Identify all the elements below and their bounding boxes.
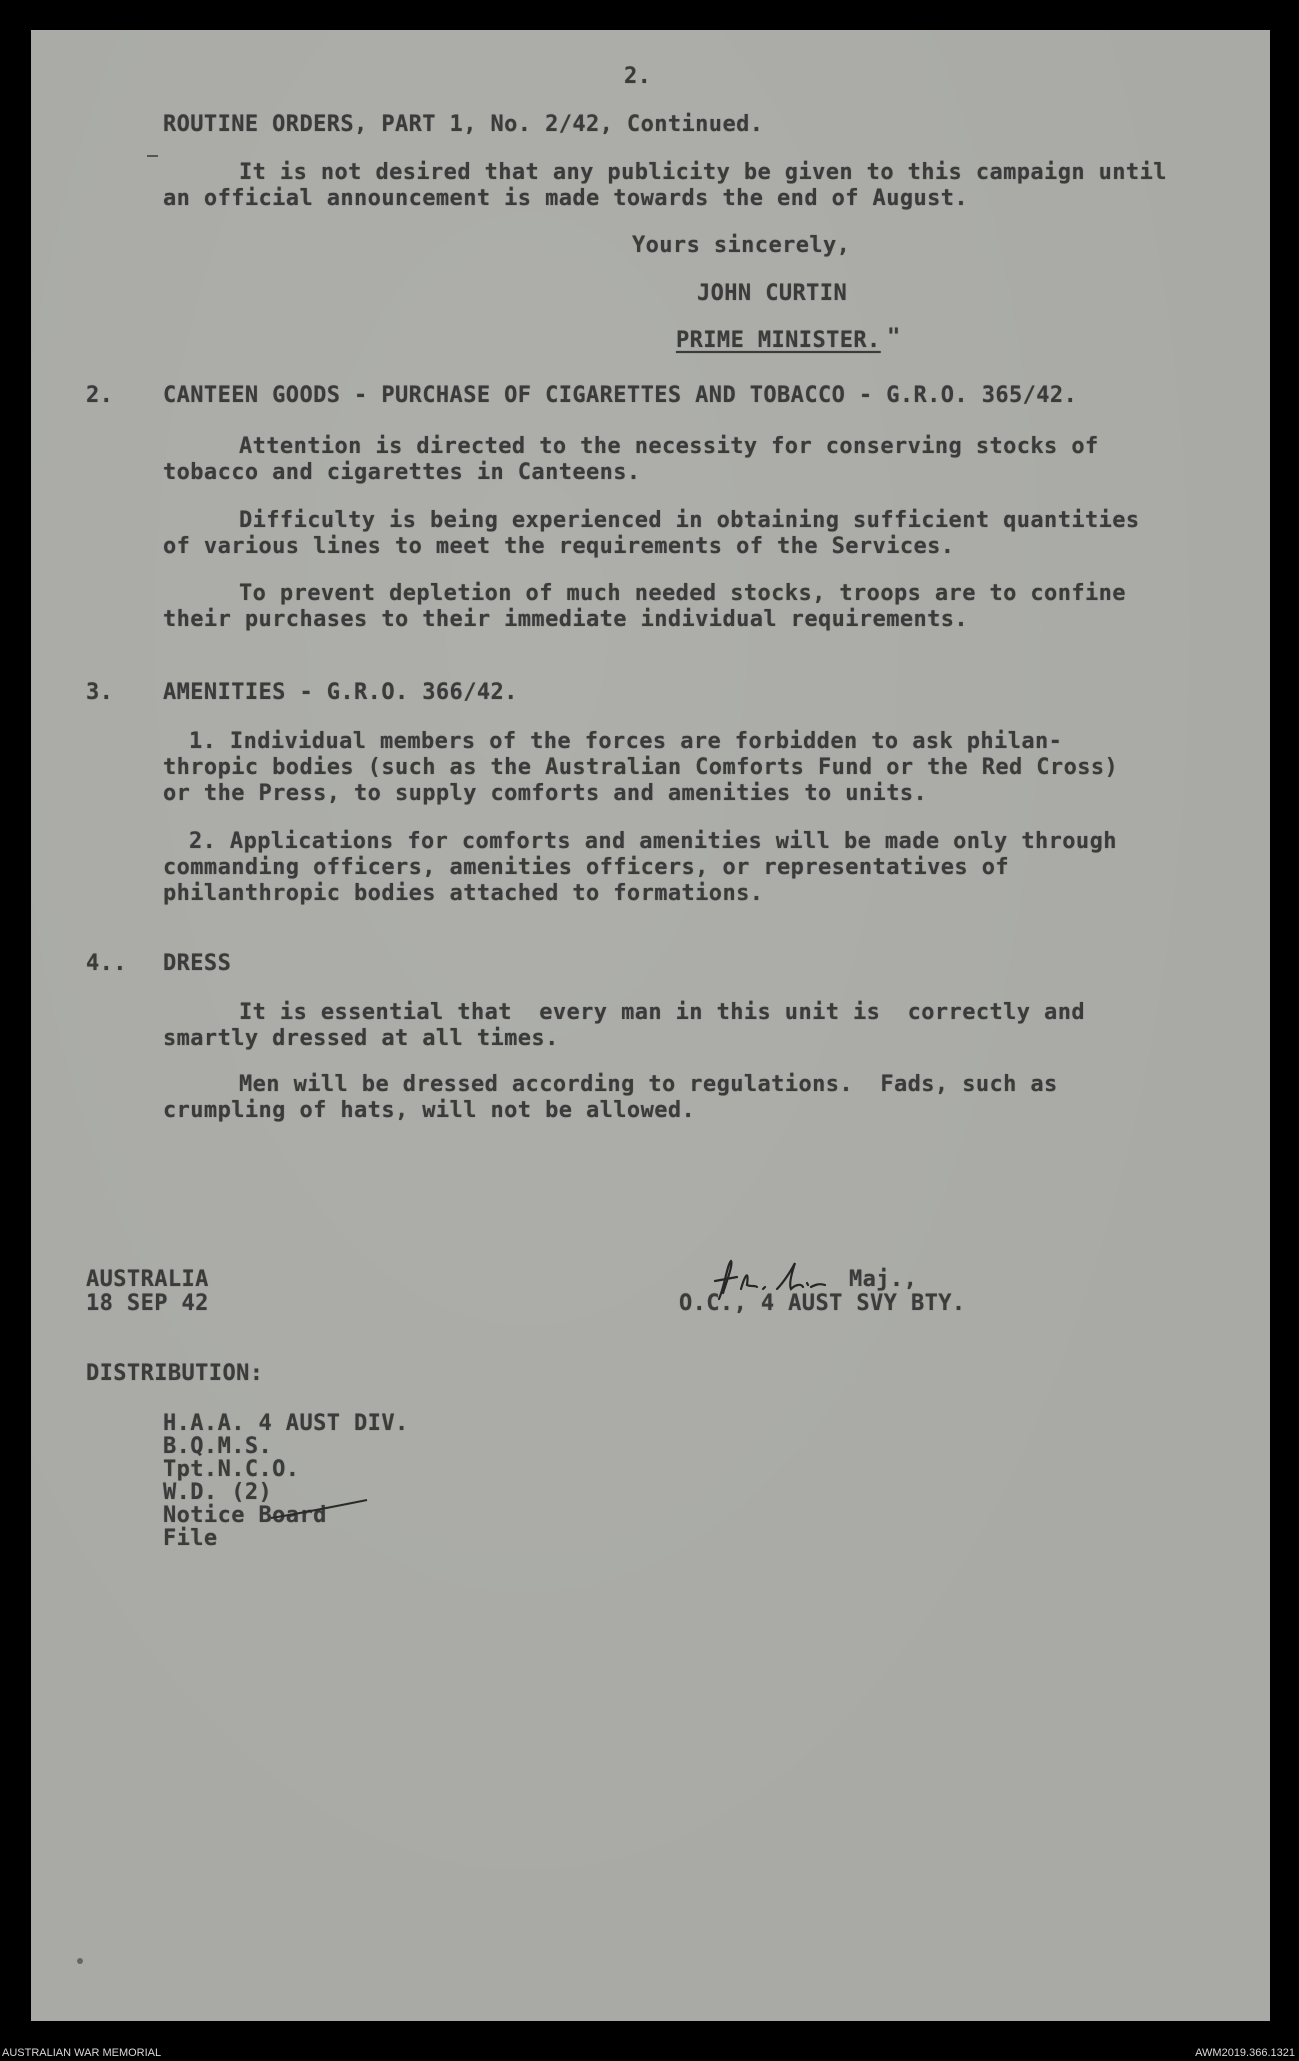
distribution-heading: DISTRIBUTION:	[86, 1361, 264, 1386]
section-2-p2-line-1: Difficulty is being experienced in obtaining sufficient quantities	[239, 508, 1140, 533]
closing: Yours sincerely,	[632, 233, 851, 258]
signatory-title: PRIME MINISTER.	[676, 328, 881, 353]
section-2-p1-line-1: Attention is directed to the necessity for conserving stocks of	[239, 434, 1099, 459]
section-3-p1-line-3: or the Press, to supply comforts and amenities to units.	[163, 781, 928, 806]
section-4-number: 4..	[86, 951, 127, 976]
section-2-p2-line-2: of various lines to meet the requirements of the Services.	[163, 534, 955, 559]
section-3-p1-line-2: thropic bodies (such as the Australian Comforts Fund or the Red Cross)	[163, 755, 1119, 780]
section-2-p3-line-2: their purchases to their immediate individual requirements.	[163, 607, 969, 632]
section-3-p1-line-1: 1. Individual members of the forces are forbidden to ask philan-	[189, 729, 1063, 754]
document-page	[31, 30, 1270, 2021]
section-3-number: 3.	[86, 680, 114, 705]
intro-line-2: an official announcement is made towards the end of August.	[163, 186, 969, 211]
pen-tick-mark	[267, 1498, 372, 1522]
section-4-p2-line-1: Men will be dressed according to regulations. Fads, such as	[239, 1072, 1058, 1097]
distribution-item: H.A.A. 4 AUST DIV.	[163, 1411, 409, 1436]
footer-source: AUSTRALIAN WAR MEMORIAL	[2, 2047, 162, 2059]
rank: Maj.,	[849, 1267, 918, 1292]
section-2-number: 2.	[86, 383, 114, 408]
distribution-item: W.D. (2)	[163, 1480, 273, 1505]
section-4-p1-line-1: It is essential that every man in this unit is correctly and	[239, 1000, 1085, 1025]
section-3-p2-line-2: commanding officers, amenities officers, or representatives of	[163, 855, 1009, 880]
section-3-p2-line-1: 2. Applications for comforts and amenities will be made only through	[189, 829, 1117, 854]
section-3-p2-line-3: philanthropic bodies attached to formations.	[163, 881, 764, 906]
distribution-item: Tpt.N.C.O.	[163, 1457, 300, 1482]
distribution-item: File	[163, 1526, 218, 1551]
ink-mark	[147, 155, 158, 157]
section-4-p1-line-2: smartly dressed at all times.	[163, 1026, 559, 1051]
distribution-item: Notice Board	[163, 1503, 327, 1528]
place: AUSTRALIA	[86, 1267, 209, 1292]
page-number: 2.	[624, 64, 652, 89]
footer-accession: AWM2019.366.1321	[1195, 2047, 1295, 2059]
paper-blemish	[77, 1958, 83, 1964]
date: 18 SEP 42	[86, 1291, 209, 1316]
section-2-p3-line-1: To prevent depletion of much needed stocks, troops are to confine	[239, 581, 1126, 606]
section-2-heading: CANTEEN GOODS - PURCHASE OF CIGARETTES AND TOBACCO - G.R.O. 365/42.	[163, 383, 1078, 408]
intro-line-1: It is not desired that any publicity be given to this campaign until	[239, 160, 1167, 185]
officer: O.C., 4 AUST SVY BTY.	[679, 1291, 966, 1316]
quote-mark: "	[887, 325, 901, 350]
section-2-p1-line-2: tobacco and cigarettes in Canteens.	[163, 460, 641, 485]
section-3-heading: AMENITIES - G.R.O. 366/42.	[163, 680, 518, 705]
header-line: ROUTINE ORDERS, PART 1, No. 2/42, Continued.	[163, 112, 764, 137]
section-4-p2-line-2: crumpling of hats, will not be allowed.	[163, 1098, 696, 1123]
distribution-item: B.Q.M.S.	[163, 1434, 273, 1459]
section-4-heading: DRESS	[163, 951, 232, 976]
signatory-name: JOHN CURTIN	[697, 281, 848, 306]
